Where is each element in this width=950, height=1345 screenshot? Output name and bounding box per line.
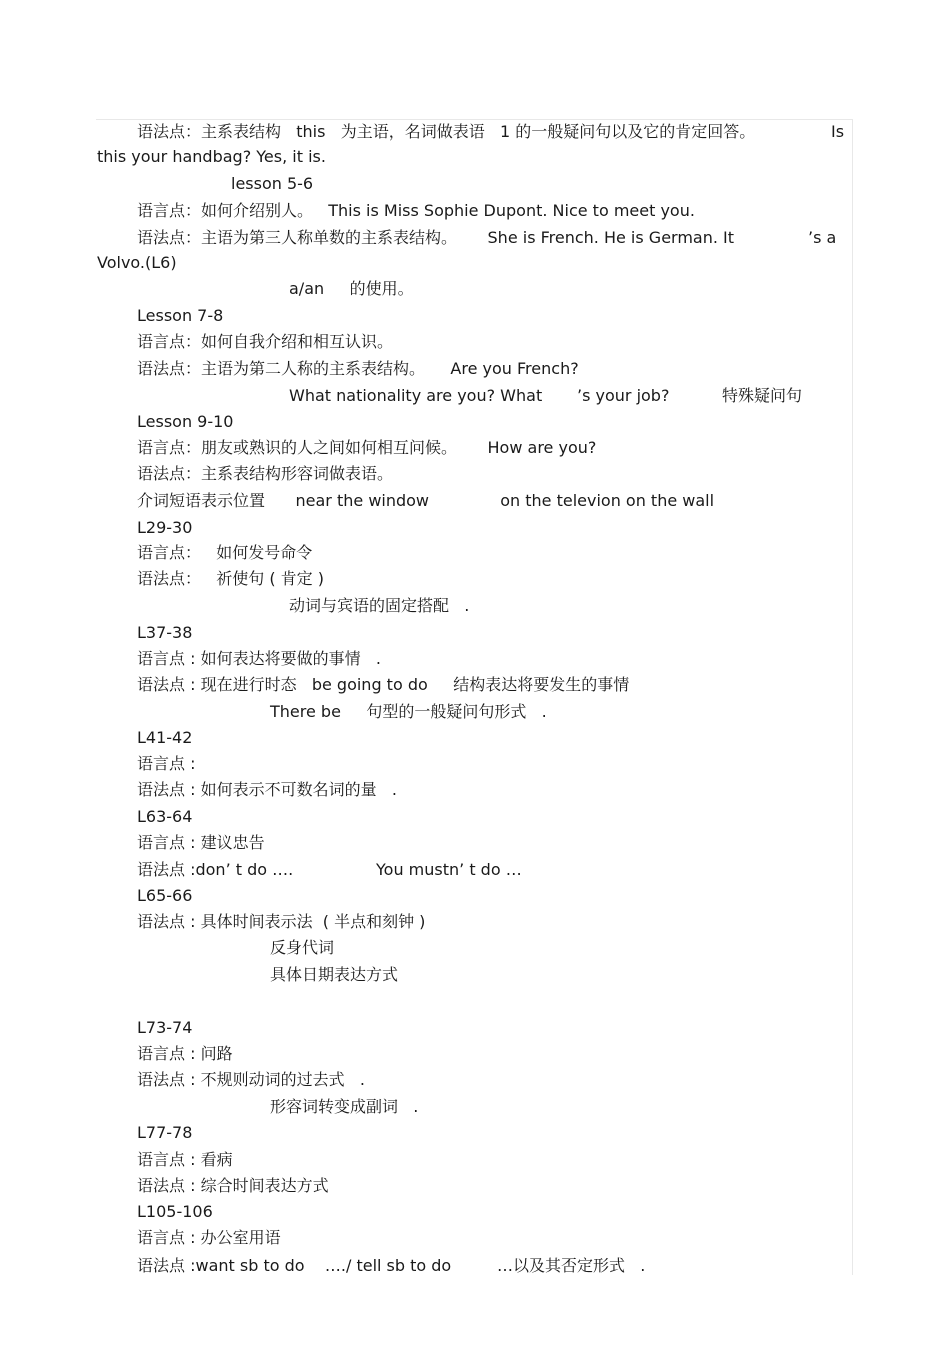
frame-right-border bbox=[852, 119, 853, 1275]
text-line: ’s your job? bbox=[577, 386, 670, 405]
text-line: 动词与宾语的固定搭配 . bbox=[289, 596, 470, 615]
text-line: 语法点 :want sb to do …./ tell sb to do …以及其否定形式 . bbox=[137, 1256, 646, 1275]
text-line: 语法点 : 如何表示不可数名词的量 . bbox=[137, 780, 397, 799]
lesson-heading: L73-74 bbox=[137, 1018, 193, 1037]
text-line: 语言点： 如何发号命令 bbox=[137, 543, 313, 562]
text-line: What nationality are you? What bbox=[289, 386, 543, 405]
text-line: ’s a bbox=[808, 228, 837, 247]
lesson-heading: L63-64 bbox=[137, 807, 193, 826]
text-line: 语言点：朋友或熟识的人之间如何相互问候。 How are you? bbox=[137, 438, 597, 457]
text-line: 语言点 : 问路 bbox=[137, 1044, 233, 1063]
text-line: 语言点 : 办公室用语 bbox=[137, 1228, 281, 1247]
text-line: There be 句型的一般疑问句形式 . bbox=[270, 702, 547, 721]
text-line: Volvo.(L6) bbox=[97, 253, 177, 272]
lesson-heading: L37-38 bbox=[137, 623, 193, 642]
text-line: 语法点：主系表结构 this 为主语，名词做表语 1 的一般疑问句以及它的肯定回答。 bbox=[137, 122, 756, 141]
text-line: 语法点：主语为第二人称的主系表结构。 Are you French? bbox=[137, 359, 579, 378]
text-line: You mustn’ t do … bbox=[376, 860, 522, 879]
text-line: a/an 的使用。 bbox=[289, 279, 414, 298]
text-line: 语法点： 祈使句 ( 肯定 ) bbox=[137, 569, 325, 588]
lesson-heading: Lesson 7-8 bbox=[137, 306, 224, 325]
text-line: 语法点 : 综合时间表达方式 bbox=[137, 1176, 329, 1195]
text-line: 语言点 : 看病 bbox=[137, 1150, 233, 1169]
text-line: 形容词转变成副词 . bbox=[270, 1097, 419, 1116]
lesson-heading: L77-78 bbox=[137, 1123, 193, 1142]
lesson-heading: Lesson 9-10 bbox=[137, 412, 234, 431]
text-line: Is bbox=[831, 122, 845, 141]
text-line: 语法点：主语为第三人称单数的主系表结构。 She is French. He is German. It bbox=[137, 228, 735, 247]
text-line: 语法点 :don’ t do …. bbox=[137, 860, 299, 879]
frame-top-border bbox=[96, 119, 852, 120]
text-line: 语法点 : 不规则动词的过去式 . bbox=[137, 1070, 365, 1089]
text-line: 语言点：如何介绍别人。 This is Miss Sophie Dupont. Nice to meet you. bbox=[137, 201, 695, 220]
lesson-heading: L65-66 bbox=[137, 886, 193, 905]
text-line: 语言点：如何自我介绍和相互认识。 bbox=[137, 332, 394, 351]
text-line: 语法点 : 具体时间表示法 ( 半点和刻钟 ) bbox=[137, 912, 426, 931]
text-line: this your handbag? Yes, it is. bbox=[97, 147, 326, 166]
lesson-heading: L105-106 bbox=[137, 1202, 213, 1221]
lesson-heading: L29-30 bbox=[137, 518, 193, 537]
text-line: 语法点 : 现在进行时态 be going to do 结构表达将要发生的事情 bbox=[137, 675, 630, 694]
text-line: 语言点 : 如何表达将要做的事情 . bbox=[137, 649, 381, 668]
text-line: 语言点 : bbox=[137, 754, 196, 773]
text-line: 具体日期表达方式 bbox=[270, 965, 399, 984]
lesson-heading: L41-42 bbox=[137, 728, 193, 747]
text-line: 介词短语表示位置 near the window on the televion on the wall bbox=[137, 491, 715, 510]
text-line: 特殊疑问句 bbox=[722, 386, 803, 405]
text-line: 语法点：主系表结构形容词做表语。 bbox=[137, 464, 394, 483]
text-line: 语言点 : 建议忠告 bbox=[137, 833, 265, 852]
text-line: 反身代词 bbox=[270, 938, 335, 957]
lesson-heading: lesson 5-6 bbox=[231, 174, 314, 193]
